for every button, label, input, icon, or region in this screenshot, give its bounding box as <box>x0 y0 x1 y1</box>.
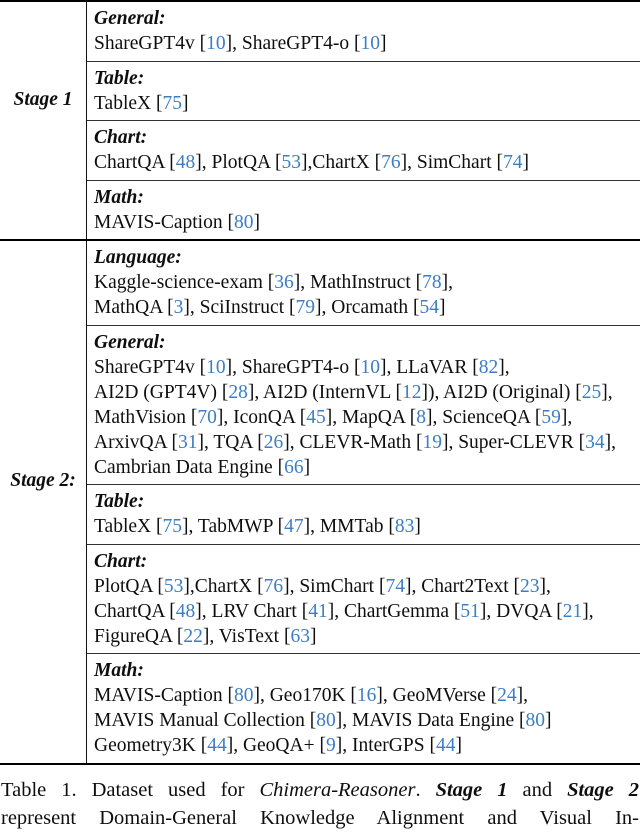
section-general <box>87 325 640 485</box>
dataset-line: PlotQA [53],ChartX [76], SimChart [74], Chart2Text [23], <box>94 575 551 597</box>
citation-link[interactable]: 74 <box>385 575 405 597</box>
citation-link[interactable]: 12 <box>401 381 422 403</box>
citation-link[interactable]: 9 <box>325 735 336 756</box>
citation-link[interactable]: 22 <box>183 625 203 647</box>
section-math <box>87 653 640 763</box>
caption-text: . <box>415 778 436 801</box>
section-header: Table: <box>94 491 145 512</box>
section-header: General: <box>94 331 166 353</box>
section-header: Math: <box>94 660 144 681</box>
dataset-line: ShareGPT4v [10], ShareGPT4-o [10], LLaVAR [82], <box>94 356 510 378</box>
dataset-line: ChartQA [48], PlotQA [53],ChartX [76], SimChart [74] <box>94 152 529 173</box>
dataset-line: MAVIS-Caption [80], Geo170K [16], GeoMVerse [24], <box>94 685 529 706</box>
caption-text: and <box>507 778 568 801</box>
dataset-line: Kaggle-science-exam [36], MathInstruct [78], <box>94 272 454 293</box>
citation-link[interactable]: 83 <box>394 516 415 537</box>
section-header: General: <box>94 8 166 29</box>
citation-link[interactable]: 10 <box>206 356 226 378</box>
citation-link[interactable]: 44 <box>435 735 456 756</box>
citation-link[interactable]: 54 <box>419 297 439 318</box>
citation-link[interactable]: 74 <box>503 152 523 173</box>
section-table <box>87 484 640 544</box>
citation-link[interactable]: 80 <box>233 685 254 706</box>
citation-link[interactable]: 66 <box>284 456 304 478</box>
citation-link[interactable]: 53 <box>163 575 184 597</box>
section-header: Table: <box>94 67 145 89</box>
citation-link[interactable]: 25 <box>581 381 602 403</box>
citation-link[interactable]: 79 <box>295 297 315 318</box>
dataset-line: ChartQA [48], LRV Chart [41], ChartGemma [51], DVQA [21], <box>94 600 594 622</box>
stage-label: Stage 1 <box>13 88 73 110</box>
section-header: Chart: <box>94 127 148 148</box>
citation-link[interactable]: 16 <box>356 685 377 706</box>
citation-link[interactable]: 48 <box>175 152 196 173</box>
citation-link[interactable]: 41 <box>308 600 328 622</box>
table-caption <box>0 776 640 832</box>
citation-link[interactable]: 10 <box>206 33 226 54</box>
dataset-line: MAVIS-Caption [80] <box>94 211 260 233</box>
citation-link[interactable]: 80 <box>316 710 336 731</box>
section-header: Chart: <box>94 550 148 572</box>
citation-link[interactable]: 70 <box>197 406 217 428</box>
stage-label-cell <box>0 2 86 239</box>
citation-link[interactable]: 80 <box>525 710 546 731</box>
stage-label-cell <box>0 241 86 763</box>
section-header: Language: <box>94 247 182 268</box>
section-chart <box>87 120 640 180</box>
citation-link[interactable]: 44 <box>207 735 227 756</box>
caption-line <box>1 804 639 832</box>
dataset-line: MathVision [70], IconQA [45], MapQA [8], ScienceQA [59], <box>94 406 573 428</box>
citation-link[interactable]: 19 <box>422 431 442 453</box>
citation-link[interactable]: 80 <box>233 211 254 233</box>
stage-row-2 <box>0 239 640 763</box>
citation-link[interactable]: 75 <box>162 516 182 537</box>
citation-link[interactable]: 59 <box>541 406 561 428</box>
citation-link[interactable]: 51 <box>460 600 480 622</box>
dataset-line: MAVIS Manual Collection [80], MAVIS Data Engine [80] <box>94 710 552 731</box>
citation-link[interactable]: 10 <box>360 33 380 54</box>
citation-link[interactable]: 26 <box>263 431 284 453</box>
caption-emphasis: Chimera-Reasoner <box>259 778 416 801</box>
citation-link[interactable]: 10 <box>360 356 380 378</box>
section-table <box>87 61 640 121</box>
caption-emphasis: Stage 1 <box>435 778 508 801</box>
dataset-line: MathQA [3], SciInstruct [79], Orcamath [54] <box>94 297 446 318</box>
citation-link[interactable]: 21 <box>562 600 583 622</box>
citation-link[interactable]: 78 <box>422 272 442 293</box>
stage-label: Stage 2: <box>10 469 76 491</box>
citation-link[interactable]: 45 <box>306 406 326 428</box>
section-language <box>87 241 640 325</box>
citation-link[interactable]: 23 <box>520 575 540 597</box>
citation-link[interactable]: 53 <box>281 152 301 173</box>
stage-row-1 <box>0 2 640 239</box>
citation-link[interactable]: 34 <box>585 431 605 453</box>
section-header: Math: <box>94 186 144 208</box>
caption-text: represent Domain-General Knowledge Alignment and Visual In- <box>1 806 639 829</box>
citation-link[interactable]: 63 <box>290 625 310 647</box>
citation-link[interactable]: 24 <box>497 685 517 706</box>
citation-link[interactable]: 48 <box>175 600 196 622</box>
dataset-line: FigureQA [22], VisText [63] <box>94 625 317 647</box>
citation-link[interactable]: 82 <box>478 356 499 378</box>
section-general <box>87 2 640 61</box>
caption-emphasis: Stage 2 <box>567 778 640 801</box>
dataset-line: ArxivQA [31], TQA [26], CLEVR-Math [19], Super-CLEVR [34], <box>94 431 616 453</box>
dataset-line: TableX [75], TabMWP [47], MMTab [83] <box>94 516 421 537</box>
citation-link[interactable]: 47 <box>284 516 304 537</box>
section-math <box>87 180 640 240</box>
stage-content <box>86 2 640 239</box>
citation-link[interactable]: 28 <box>228 381 248 403</box>
citation-link[interactable]: 36 <box>274 272 294 293</box>
citation-link[interactable]: 75 <box>162 92 182 114</box>
dataset-line: ShareGPT4v [10], ShareGPT4-o [10] <box>94 33 387 54</box>
citation-link[interactable]: 76 <box>263 575 284 597</box>
dataset-line: TableX [75] <box>94 92 189 114</box>
citation-link[interactable]: 3 <box>173 297 184 318</box>
section-chart <box>87 544 640 654</box>
citation-link[interactable]: 76 <box>381 152 401 173</box>
caption-text: Table 1. Dataset used for <box>1 778 260 801</box>
caption-line <box>1 776 639 804</box>
dataset-line: AI2D (GPT4V) [28], AI2D (InternVL [12]), AI2D (Original) [25], <box>94 381 613 403</box>
dataset-line: Cambrian Data Engine [66] <box>94 456 311 478</box>
dataset-line: Geometry3K [44], GeoQA+ [9], InterGPS [44] <box>94 735 462 756</box>
stage-content <box>86 241 640 763</box>
citation-link[interactable]: 8 <box>416 406 426 428</box>
citation-link[interactable]: 31 <box>177 431 198 453</box>
